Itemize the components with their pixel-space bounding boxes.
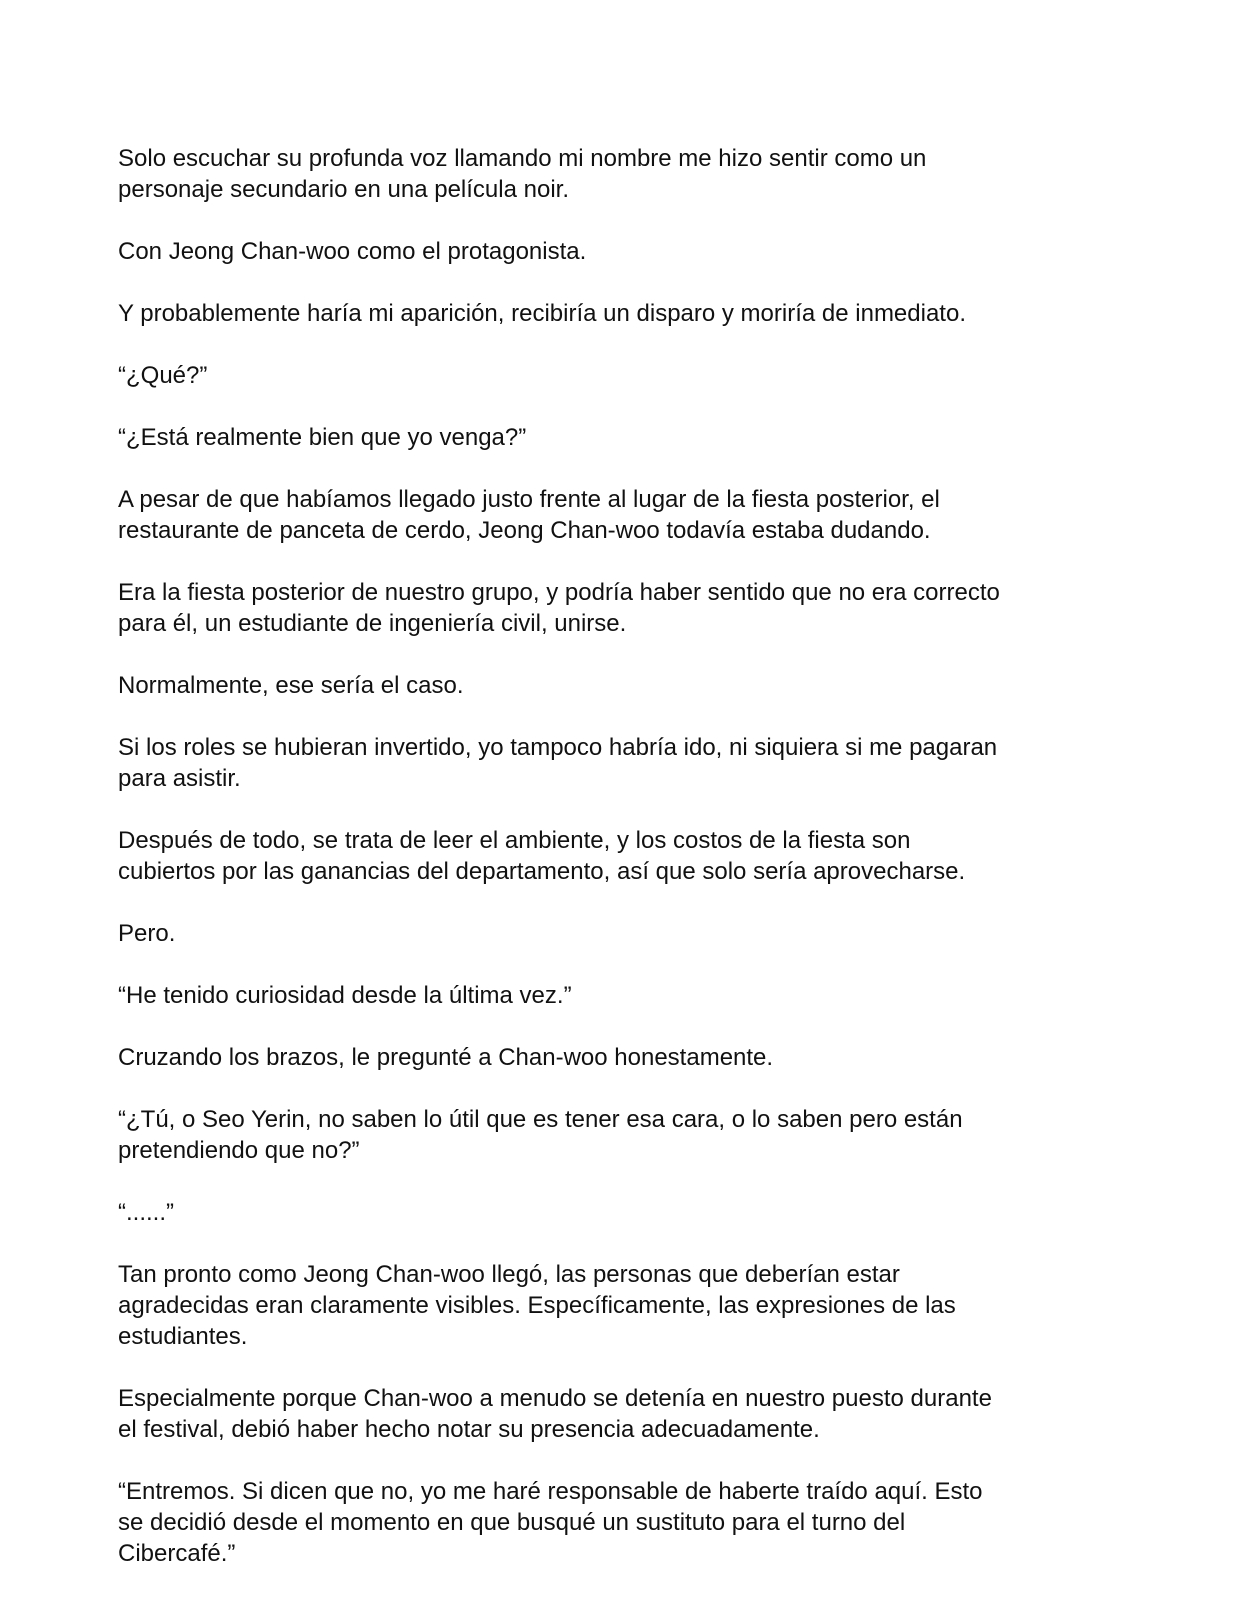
paragraph: Después de todo, se trata de leer el ambiente, y los costos de la fiesta son cubiertos por las ganancias del departamento, así que solo sería aprovecharse. xyxy=(118,827,966,885)
paragraph: A pesar de que habíamos llegado justo frente al lugar de la fiesta posterior, el restaurante de panceta de cerdo, Jeong Chan-woo todavía estaba dudando. xyxy=(118,486,940,544)
paragraph: Cruzando los brazos, le pregunté a Chan-woo honestamente. xyxy=(118,1044,774,1071)
paragraph: Era la fiesta posterior de nuestro grupo, y podría haber sentido que no era correcto para él, un estudiante de ingeniería civil, unirse. xyxy=(118,579,1000,637)
dialogue-line: “¿Tú, o Seo Yerin, no saben lo útil que es tener esa cara, o lo saben pero están pretendiendo que no?” xyxy=(118,1106,963,1164)
dialogue-line: “He tenido curiosidad desde la última vez.” xyxy=(118,982,572,1009)
paragraph: Y probablemente haría mi aparición, recibiría un disparo y moriría de inmediato. xyxy=(118,300,966,327)
paragraph: Normalmente, ese sería el caso. xyxy=(118,672,464,699)
paragraph: Pero. xyxy=(118,920,176,947)
dialogue-line: “¿Qué?” xyxy=(118,362,208,389)
paragraph: Tan pronto como Jeong Chan-woo llegó, las personas que deberían estar agradecidas eran claramente visibles. Específicamente, las expresiones de las estudiantes. xyxy=(118,1261,956,1350)
paragraph: Solo escuchar su profunda voz llamando mi nombre me hizo sentir como un personaje secundario en una película noir. xyxy=(118,145,927,203)
dialogue-line: “¿Está realmente bien que yo venga?” xyxy=(118,424,527,451)
dialogue-line: “Entremos. Si dicen que no, yo me haré responsable de haberte traído aquí. Esto se decidió desde el momento en que busqué un sustituto para el turno del Cibercafé.” xyxy=(118,1478,983,1567)
dialogue-line: “......” xyxy=(118,1199,174,1226)
paragraph: Especialmente porque Chan-woo a menudo se detenía en nuestro puesto durante el festival, debió haber hecho notar su presencia adecuadamente. xyxy=(118,1385,992,1443)
paragraph: Si los roles se hubieran invertido, yo tampoco habría ido, ni siquiera si me pagaran para asistir. xyxy=(118,734,998,792)
document-body xyxy=(118,143,1128,1600)
paragraph: Con Jeong Chan-woo como el protagonista. xyxy=(118,238,587,265)
